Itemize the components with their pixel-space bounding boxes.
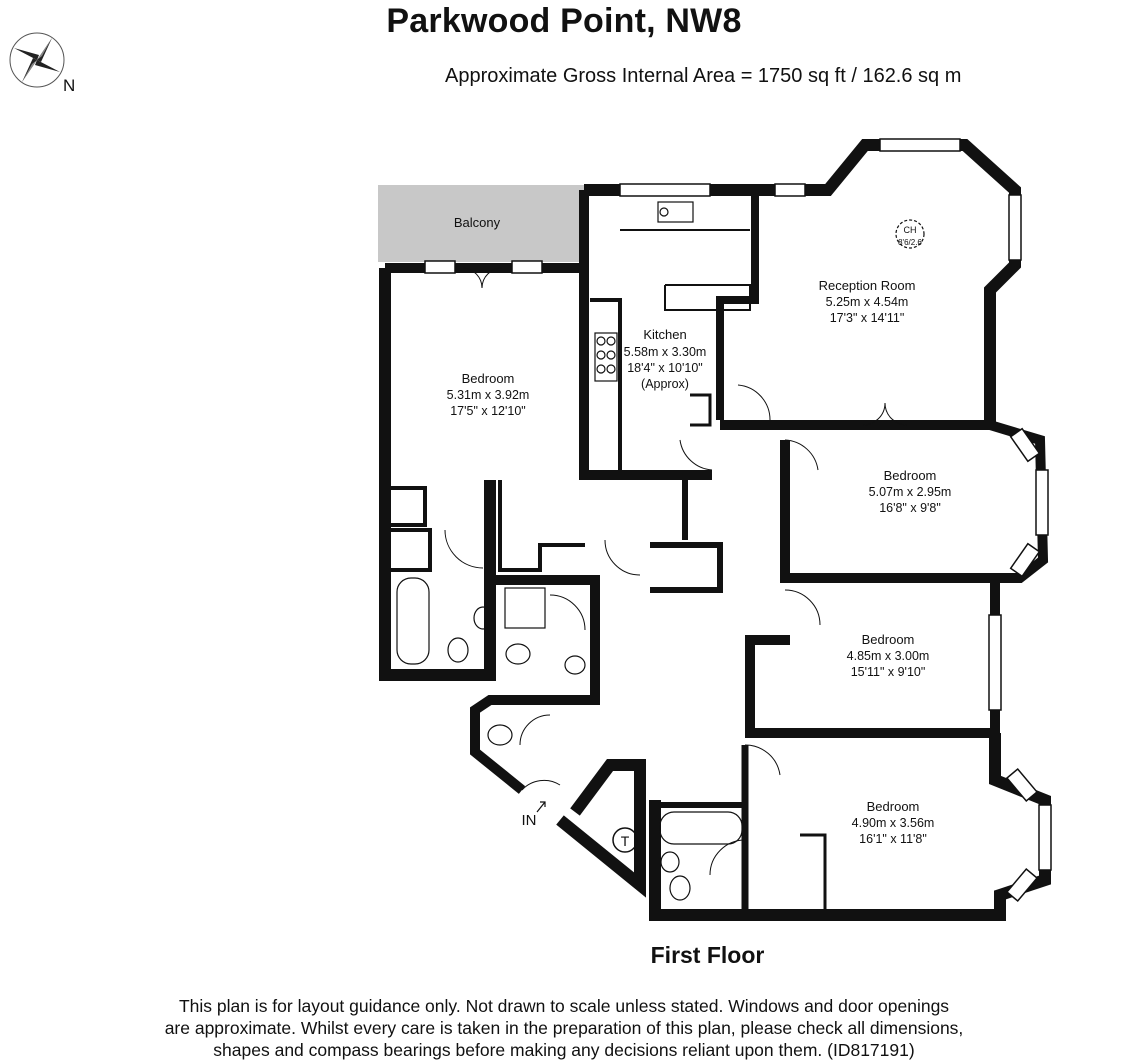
bedroom4-imperial: 16'1" x 11'8" [859, 832, 927, 846]
disclaimer-line-2: are approximate. Whilst every care is taken in the preparation of this plan, please check all dimensions, [164, 1018, 964, 1038]
entrance-label: IN [521, 812, 537, 829]
kitchen-imperial: 18'4" x 10'10" [627, 361, 703, 375]
north-label: N [63, 76, 76, 95]
bedroom4-name: Bedroom [866, 799, 920, 814]
kitchen-name: Kitchen [643, 327, 687, 342]
kitchen-note: (Approx) [641, 377, 689, 391]
bedroom3-imperial: 15'11" x 9'10" [850, 665, 926, 679]
reception-name: Reception Room [818, 278, 916, 293]
reception-imperial: 17'3" x 14'11" [829, 311, 905, 325]
bedroom2-metric: 5.07m x 2.95m [868, 485, 952, 499]
balcony-area [378, 185, 585, 262]
bedroom3-metric: 4.85m x 3.00m [846, 649, 930, 663]
floor-label: First Floor [650, 942, 765, 968]
room-labels [447, 225, 952, 849]
bedroom1-metric: 5.31m x 3.92m [446, 388, 530, 402]
ceiling-height-value: 8'6/2.6 [898, 238, 922, 247]
bedroom1-name: Bedroom [461, 371, 515, 386]
bedroom2-name: Bedroom [883, 468, 937, 483]
ceiling-height-label: CH [903, 225, 917, 235]
disclaimer-line-3: shapes and compass bearings before making any decisions reliant upon them. (ID817191) [213, 1040, 915, 1060]
bedroom2-imperial: 16'8" x 9'8" [879, 501, 941, 515]
disclaimer [0, 995, 1128, 1061]
gross-area: Approximate Gross Internal Area = 1750 sq ft / 162.6 sq m [445, 65, 962, 87]
plan-title: Parkwood Point, NW8 [386, 2, 742, 40]
tank-label: T [620, 833, 630, 849]
balcony-label: Balcony [453, 215, 501, 230]
bedroom1-imperial: 17'5" x 12'10" [450, 404, 526, 418]
kitchen-metric: 5.58m x 3.30m [623, 345, 707, 359]
bedroom4-metric: 4.90m x 3.56m [851, 816, 935, 830]
entrance-arrow-icon [537, 802, 545, 812]
reception-metric: 5.25m x 4.54m [825, 295, 909, 309]
disclaimer-line-1: This plan is for layout guidance only. Not drawn to scale unless stated. Windows and door openings [178, 996, 950, 1016]
bedroom3-name: Bedroom [861, 632, 915, 647]
